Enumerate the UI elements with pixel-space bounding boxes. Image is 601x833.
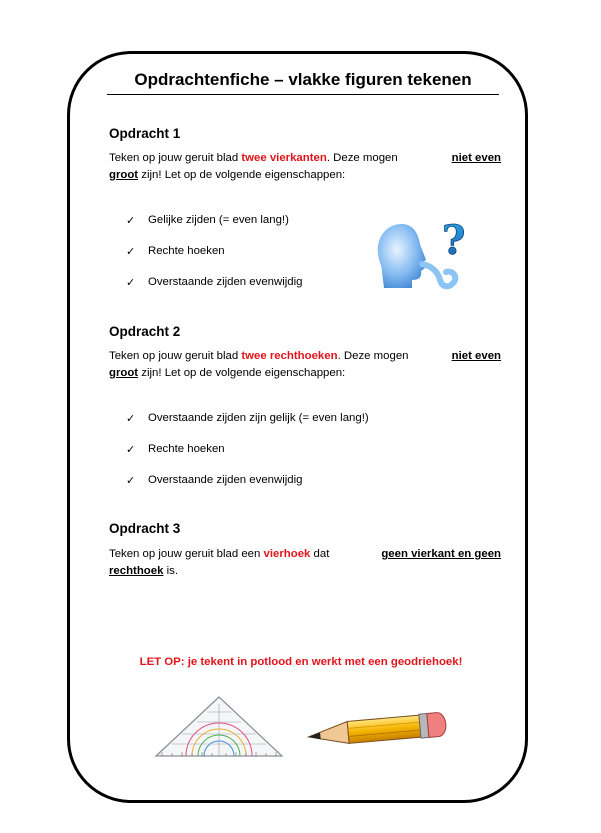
check-icon: ✓	[126, 475, 136, 487]
page-title: Opdrachtenfiche – vlakke figuren tekenen	[107, 70, 499, 95]
check-icon: ✓	[126, 277, 136, 289]
list-item: ✓ Rechte hoeken	[126, 245, 225, 258]
check-icon: ✓	[126, 215, 136, 227]
pencil-icon	[304, 711, 449, 747]
thinking-head-icon	[372, 216, 470, 294]
task1-heading: Opdracht 1	[109, 126, 181, 141]
list-item: ✓ Overstaande zijden evenwijdig	[126, 474, 303, 487]
task2-text: Teken op jouw geruit blad twee rechthoeken. Deze mogen niet even groot zijn! Let op de volgende eigenschappen:	[109, 350, 501, 379]
check-icon: ✓	[126, 413, 136, 425]
check-icon: ✓	[126, 444, 136, 456]
notice-text: LET OP: je tekent in potlood en werkt met een geodriehoek!	[139, 656, 463, 668]
task3-heading: Opdracht 3	[109, 521, 181, 536]
set-square-icon	[152, 694, 286, 760]
list-item: ✓ Overstaande zijden evenwijdig	[126, 276, 303, 289]
svg-text:?: ?	[442, 217, 466, 264]
task2-checklist	[126, 412, 369, 505]
task1-checklist	[126, 214, 303, 307]
task1-text: Teken op jouw geruit blad twee vierkanten. Deze mogen niet even groot zijn! Let op de volgende eigenschappen:	[109, 152, 501, 181]
list-item: ✓ Gelijke zijden (= even lang!)	[126, 214, 289, 227]
list-item: ✓ Rechte hoeken	[126, 443, 225, 456]
task2-heading: Opdracht 2	[109, 324, 181, 339]
task3-text: Teken op jouw geruit blad een vierhoek dat geen vierkant en geen rechthoek is.	[109, 548, 501, 577]
list-item: ✓ Overstaande zijden zijn gelijk (= even lang!)	[126, 412, 369, 425]
check-icon: ✓	[126, 246, 136, 258]
